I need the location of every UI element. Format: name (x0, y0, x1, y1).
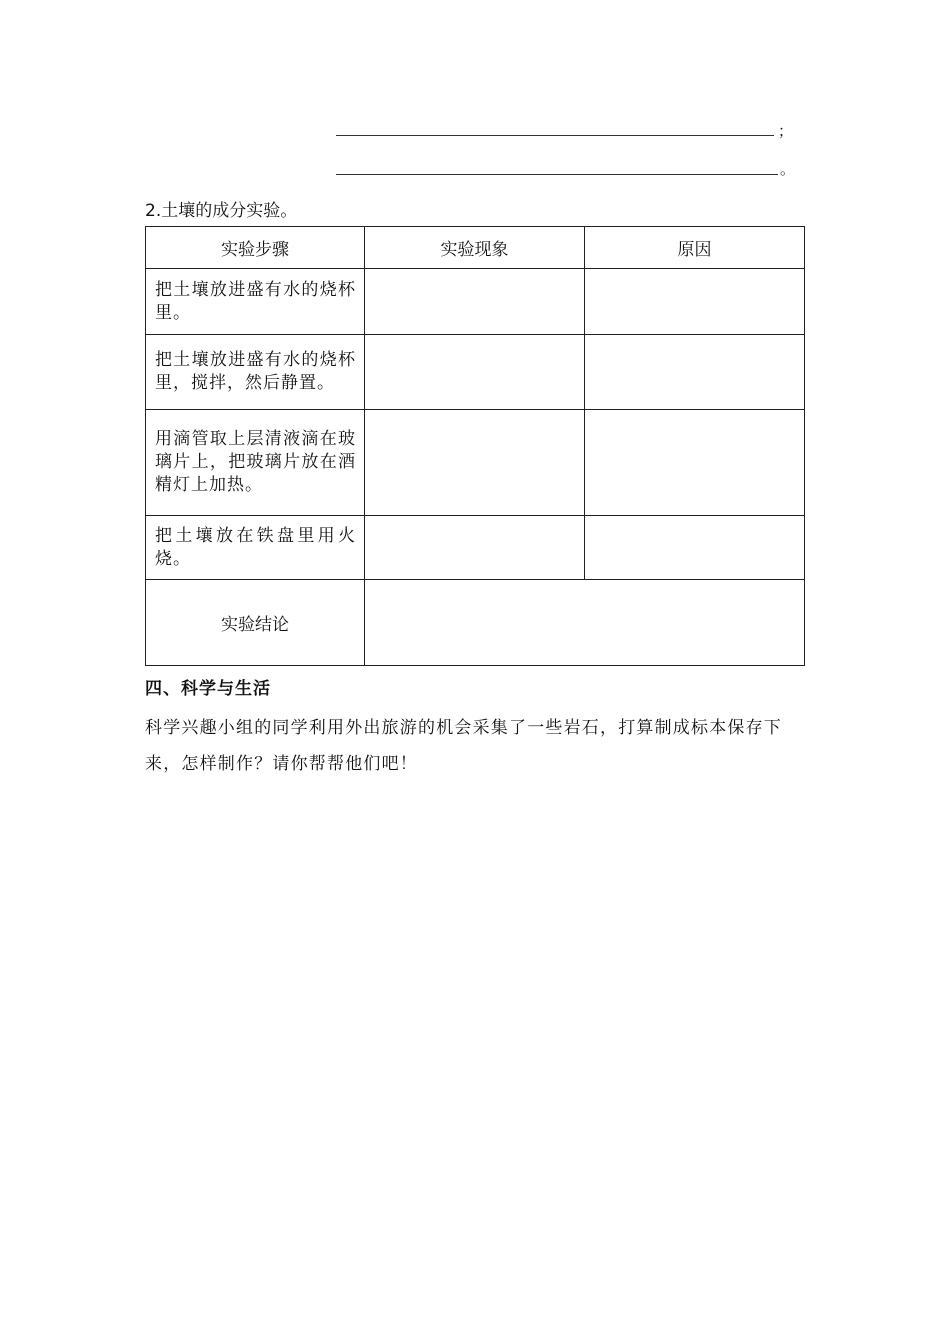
table-header-row (146, 227, 805, 269)
section-title: 四、科学与生活 (145, 679, 271, 699)
period-mark: 。 (780, 160, 796, 178)
step-cell: 把土壤放进盛有水的烧杯里，搅拌，然后静置。 (146, 335, 365, 410)
reason-answer-cell[interactable] (585, 516, 805, 580)
step-cell: 把土壤放在铁盘里用火烧。 (146, 516, 365, 580)
table-row (146, 335, 805, 410)
column-header-steps: 实验步骤 (146, 227, 365, 269)
reason-answer-cell[interactable] (585, 410, 805, 516)
experiment-table (145, 226, 805, 666)
question-paragraph: 科学兴趣小组的同学利用外出旅游的机会采集了一些岩石，打算制成标本保存下来，怎样制作？请你帮帮他们吧！ (145, 718, 782, 774)
phenomenon-answer-cell[interactable] (365, 516, 585, 580)
step-cell: 把土壤放进盛有水的烧杯里。 (146, 269, 365, 335)
column-header-phenomenon: 实验现象 (365, 227, 585, 269)
table-row (146, 269, 805, 335)
experiment-heading: 2.土壤的成分实验。 (145, 201, 298, 221)
conclusion-label: 实验结论 (146, 580, 365, 666)
answer-blank-line-2[interactable] (336, 174, 778, 175)
conclusion-answer-cell[interactable] (365, 580, 805, 666)
step-cell: 用滴管取上层清液滴在玻璃片上，把玻璃片放在酒精灯上加热。 (146, 410, 365, 516)
phenomenon-answer-cell[interactable] (365, 269, 585, 335)
phenomenon-answer-cell[interactable] (365, 410, 585, 516)
reason-answer-cell[interactable] (585, 269, 805, 335)
answer-blank-line-1[interactable] (336, 135, 774, 136)
reason-answer-cell[interactable] (585, 335, 805, 410)
table-row (146, 410, 805, 516)
semicolon-mark: ； (778, 122, 794, 140)
column-header-reason: 原因 (585, 227, 805, 269)
phenomenon-answer-cell[interactable] (365, 335, 585, 410)
table-row (146, 516, 805, 580)
conclusion-row (146, 580, 805, 666)
